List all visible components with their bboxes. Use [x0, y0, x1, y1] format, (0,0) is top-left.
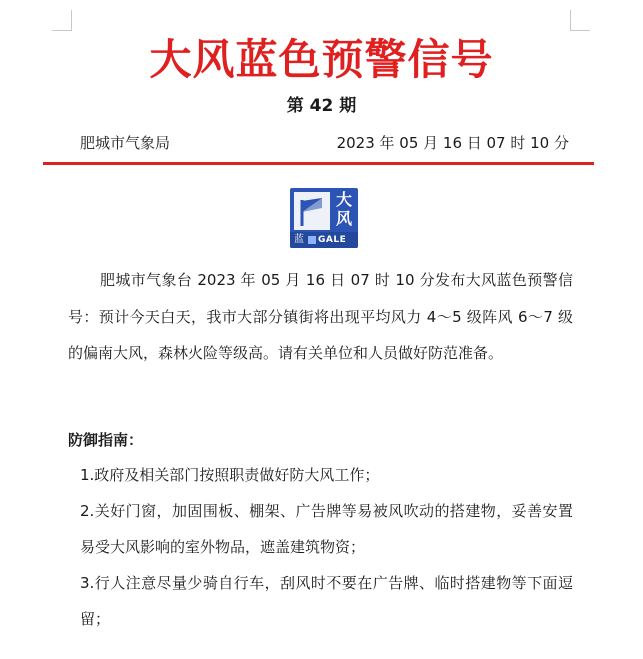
- crop-mark: [570, 10, 571, 30]
- signal-english-label: GALE: [318, 235, 347, 245]
- list-item: 3.行人注意尽量少骑自行车，刮风时不要在广告牌、临时搭建物等下面逗留；: [80, 574, 573, 628]
- guide-heading: 防御指南：: [68, 431, 144, 449]
- warning-body-text: 肥城市气象台 2023 年 05 月 16 日 07 时 10 分发布大风蓝色预警信号：预计今天白天，我市大部分镇街将出现平均风力 4～5 级阵风 6～7 级的偏南大风，森林火险等级高。请有关单位和人员做好防范准备。: [68, 271, 573, 362]
- list-item: 2.关好门窗，加固围板、棚架、广告牌等易被风吹动的搭建物，妥善安置易受大风影响的室外物品，遮盖建筑物资；: [80, 502, 573, 556]
- gale-blue-warning-icon: [290, 188, 358, 248]
- signal-level-char: 蓝: [294, 234, 304, 245]
- issue-number: 第 42 期: [286, 96, 357, 116]
- signal-level-square: [308, 236, 316, 244]
- crop-mark: [71, 10, 72, 30]
- list-item: 1.政府及相关部门按照职责做好防大风工作；: [80, 466, 380, 484]
- issue-datetime: 2023 年 05 月 16 日 07 时 10 分: [336, 134, 569, 152]
- crop-mark: [570, 30, 590, 31]
- signal-char-feng: 风: [335, 209, 352, 228]
- document-title: 大风蓝色预警信号: [149, 35, 494, 84]
- signal-bottom-bar: [290, 232, 358, 248]
- issuer-name: 肥城市气象局: [80, 134, 171, 152]
- signal-char-da: 大: [335, 190, 352, 209]
- wind-flag-icon: [294, 192, 330, 230]
- guide-list: [68, 457, 573, 637]
- crop-mark: [52, 30, 72, 31]
- red-divider: [43, 162, 594, 165]
